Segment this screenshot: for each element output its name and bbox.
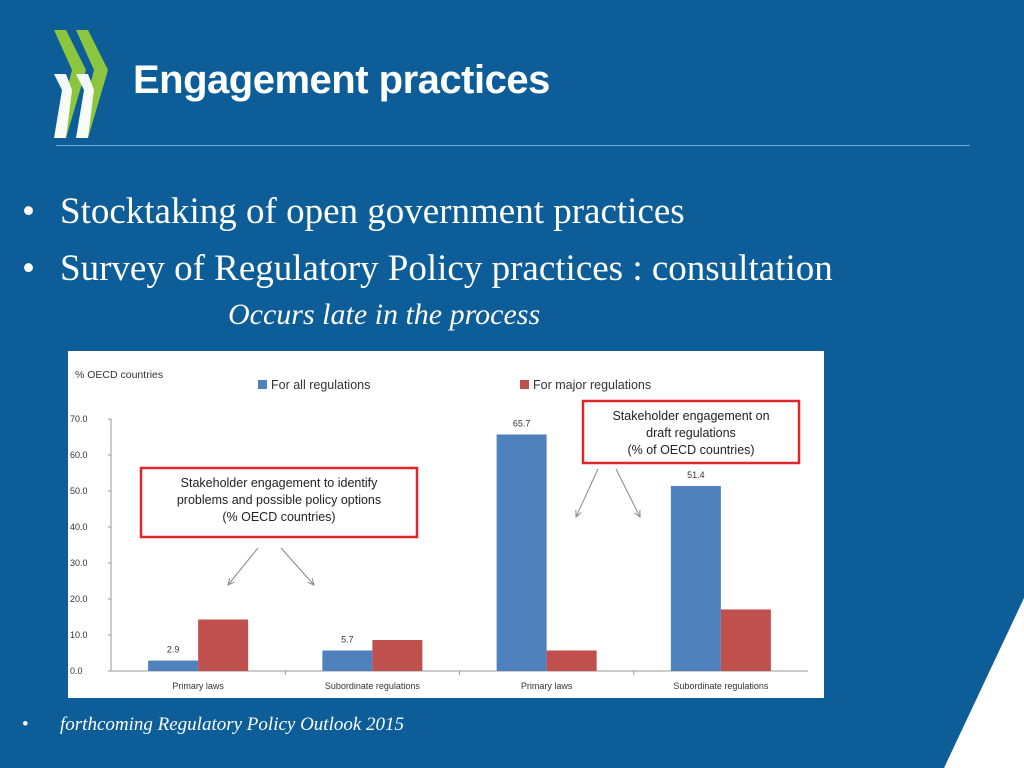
footnote-bullet-glyph: • bbox=[22, 714, 29, 735]
x-tick-label: Primary laws bbox=[172, 681, 224, 691]
y-tick-label: 30.0 bbox=[70, 558, 88, 568]
title-divider bbox=[56, 145, 970, 146]
footnote-text: forthcoming Regulatory Policy Outlook 2015 bbox=[60, 714, 405, 735]
x-tick-label: Primary laws bbox=[520, 681, 573, 691]
legend-label: For major regulations bbox=[533, 378, 652, 392]
y-tick-label: 40.0 bbox=[70, 522, 88, 532]
y-tick-label: 60.0 bbox=[70, 450, 88, 460]
y-tick-label: 20.0 bbox=[70, 594, 88, 604]
bar-major-regulations bbox=[198, 620, 248, 671]
bar-major-regulations bbox=[721, 609, 771, 671]
chart-container bbox=[68, 351, 824, 698]
bullet-item bbox=[22, 183, 833, 240]
logo-chevron-left-white bbox=[54, 74, 72, 138]
bullet-glyph: • bbox=[22, 191, 35, 232]
data-label: 51.4 bbox=[687, 469, 705, 480]
callout-text: Stakeholder engagement on bbox=[612, 409, 770, 423]
data-label: 5.7 bbox=[341, 634, 354, 645]
bar-major-regulations bbox=[547, 650, 597, 671]
y-tick-label: 70.0 bbox=[70, 414, 88, 424]
x-tick-label: Subordinate regulations bbox=[324, 681, 420, 691]
slide-title: Engagement practices bbox=[133, 58, 550, 102]
callout-text: Stakeholder engagement to identify bbox=[180, 476, 378, 490]
y-tick-label: 50.0 bbox=[70, 486, 88, 496]
y-axis-label: % OECD countries bbox=[75, 369, 164, 381]
callout-text: problems and possible policy options bbox=[176, 493, 382, 507]
bar-chart bbox=[68, 351, 824, 698]
corner-decoration bbox=[864, 568, 1024, 768]
callout-text: (% OECD countries) bbox=[222, 510, 336, 524]
oecd-logo-icon bbox=[52, 30, 112, 138]
y-tick-label: 0.0 bbox=[70, 666, 83, 676]
bar-all-regulations bbox=[671, 486, 721, 671]
bullet-text: Stocktaking of open government practices bbox=[60, 191, 685, 232]
legend-swatch bbox=[258, 380, 267, 389]
bullet-glyph: • bbox=[22, 248, 35, 289]
legend-swatch bbox=[520, 380, 529, 389]
data-label: 2.9 bbox=[166, 644, 180, 655]
callout-text: (% of OECD countries) bbox=[627, 443, 755, 457]
x-tick-label: Subordinate regulations bbox=[673, 681, 769, 691]
bar-all-regulations bbox=[322, 650, 372, 671]
legend-label: For all regulations bbox=[271, 378, 371, 392]
y-tick-label: 10.0 bbox=[70, 630, 88, 640]
callout-text: draft regulations bbox=[646, 426, 736, 440]
subnote: Occurs late in the process bbox=[228, 298, 541, 331]
bar-all-regulations bbox=[148, 661, 198, 671]
bullet-list bbox=[22, 183, 833, 297]
bar-major-regulations bbox=[372, 640, 422, 671]
corner-triangle bbox=[944, 598, 1024, 768]
footnote bbox=[22, 714, 404, 736]
bullet-text: Survey of Regulatory Policy practices : consultation bbox=[60, 248, 833, 289]
bar-all-regulations bbox=[497, 434, 547, 671]
data-label: 65.7 bbox=[512, 418, 531, 429]
bullet-item bbox=[22, 240, 833, 297]
